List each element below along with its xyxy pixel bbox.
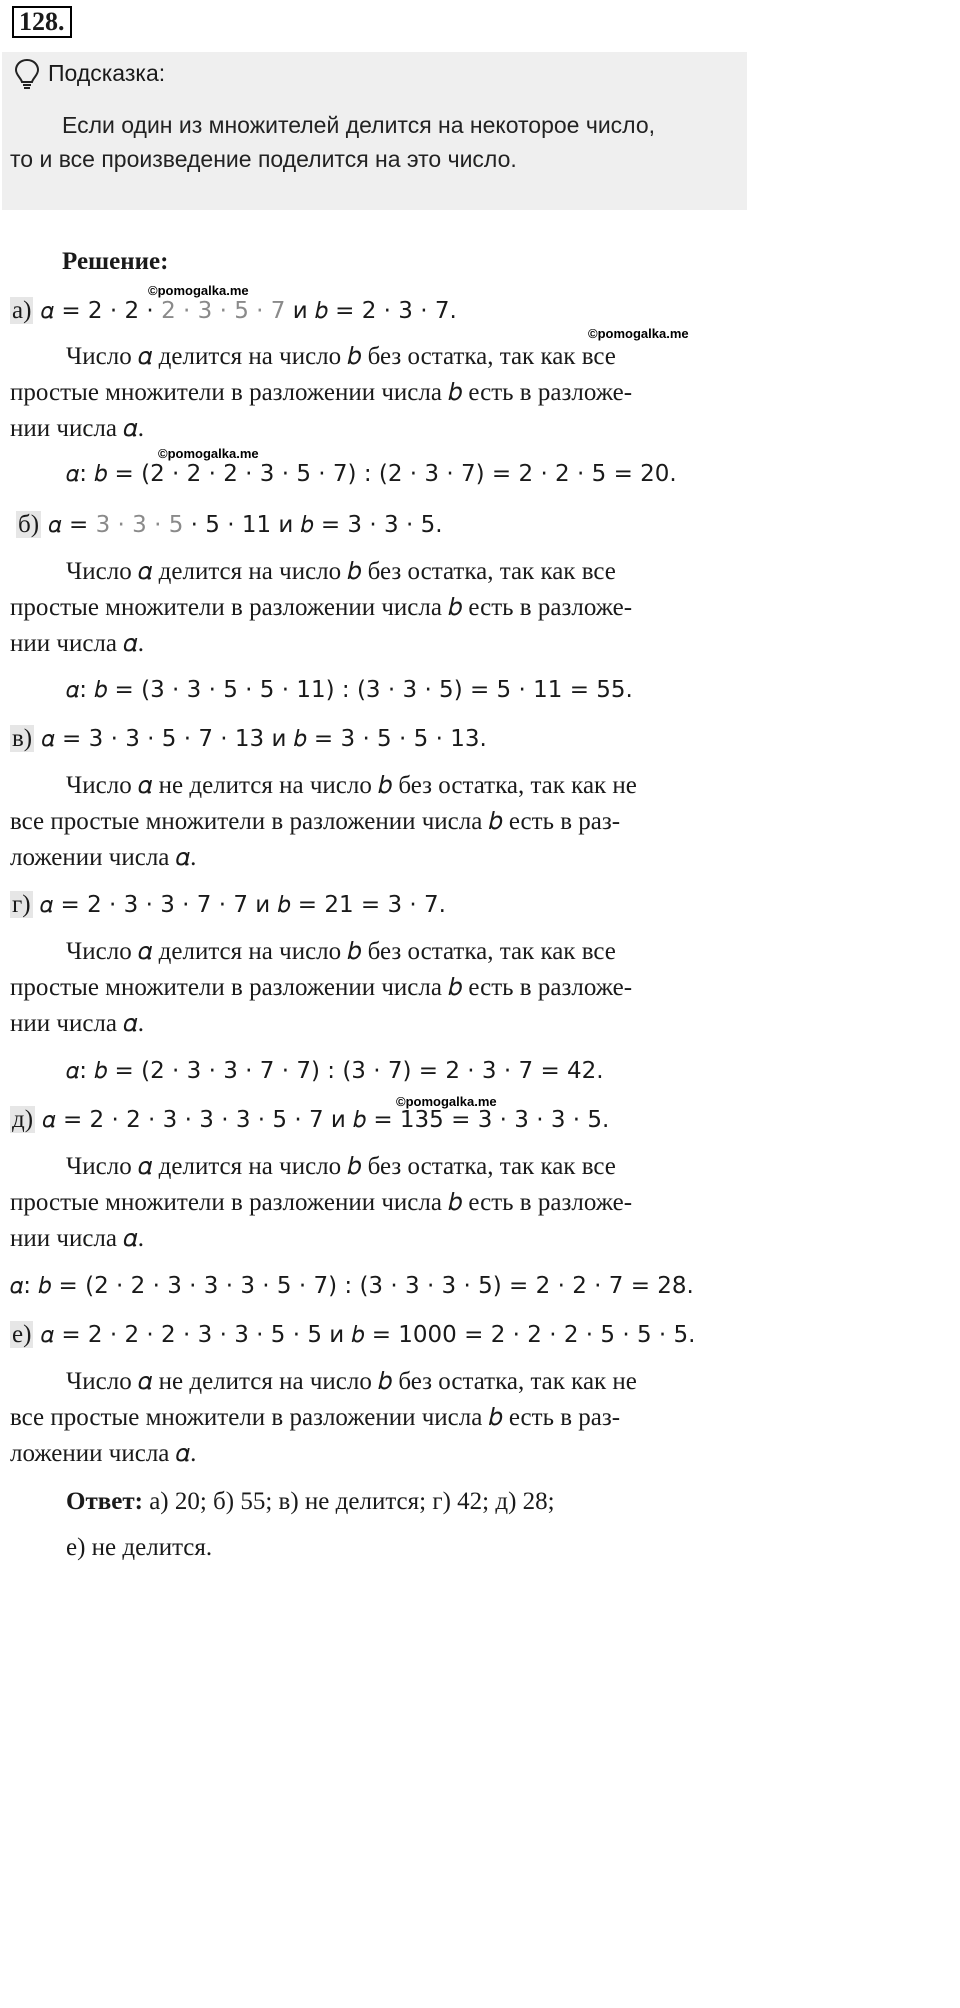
part-a-text-3: нии числа 𝛼. <box>10 415 144 442</box>
part-b-gray: 3 · 3 · 5 <box>95 512 184 538</box>
hint-line-2: то и все произведение поделится на это число. <box>10 146 517 172</box>
part-d-text-3: нии числа 𝛼. <box>10 1225 144 1252</box>
part-v-label: в) <box>12 725 33 752</box>
part-b-text-1: Число 𝛼 делится на число 𝑏 без остатка, так как все <box>66 558 616 585</box>
part-v-text-3: ложении числа 𝛼. <box>10 844 197 871</box>
answer-line-1 <box>66 1488 555 1516</box>
solution-heading: Решение: <box>62 248 169 275</box>
answer-text-1: а) 20; б) 55; в) не делится; г) 42; д) 28; <box>149 1488 555 1515</box>
part-e-text-2: все простые множители в разложении числа 𝑏 есть в раз- <box>10 1404 621 1431</box>
part-e-label: е) <box>12 1321 32 1348</box>
part-a-gray: 2 · 3 · 5 · 7 <box>161 298 286 324</box>
part-g-calc: 𝛼: 𝑏 = (2 · 3 · 3 · 7 · 7) : (3 · 7) = 2 · 3 · 7 = 42. <box>66 1058 604 1084</box>
problem-number: 128. <box>12 6 72 38</box>
part-e-text-3: ложении числа 𝛼. <box>10 1440 197 1467</box>
part-a-equation <box>10 297 457 325</box>
part-b-calc: 𝛼: 𝑏 = (3 · 3 · 5 · 5 · 11) : (3 · 3 · 5) = 5 · 11 = 55. <box>66 677 633 703</box>
part-a-lhs: 𝛼 = 2 · 2 · <box>40 298 162 324</box>
part-d-equation <box>10 1106 609 1134</box>
answer-line-2: е) не делится. <box>66 1534 213 1561</box>
part-d-calc: 𝛼: 𝑏 = (2 · 2 · 3 · 3 · 3 · 5 · 7) : (3 · 3 · 3 · 5) = 2 · 2 · 7 = 28. <box>10 1273 694 1299</box>
part-d-text-1: Число 𝛼 делится на число 𝑏 без остатка, так как все <box>66 1153 616 1180</box>
part-e-eq: 𝛼 = 2 · 2 · 2 · 3 · 3 · 5 · 5 и 𝑏 = 1000 = 2 · 2 · 2 · 5 · 5 · 5. <box>40 1322 696 1348</box>
part-d-label: д) <box>12 1106 34 1133</box>
part-a-text-2: простые множители в разложении числа 𝑏 есть в разложе- <box>10 379 633 406</box>
hint-title: Подсказка: <box>48 60 166 86</box>
part-a-label: а) <box>12 297 32 324</box>
part-a-text-1: Число 𝛼 делится на число 𝑏 без остатка, так как все <box>66 343 616 370</box>
part-b-rhs: · 5 · 11 и 𝑏 = 3 · 3 · 5. <box>183 512 443 538</box>
part-v-equation <box>10 725 487 753</box>
part-g-equation <box>10 891 446 919</box>
part-b-lhs: 𝛼 = <box>48 512 96 538</box>
part-v-text-1: Число 𝛼 не делится на число 𝑏 без остатка, так как не <box>66 772 637 799</box>
part-e-text-1: Число 𝛼 не делится на число 𝑏 без остатка, так как не <box>66 1368 637 1395</box>
part-g-text-2: простые множители в разложении числа 𝑏 есть в разложе- <box>10 974 633 1001</box>
part-g-label: г) <box>12 891 31 918</box>
part-g-text-3: нии числа 𝛼. <box>10 1010 144 1037</box>
lightbulb-icon <box>14 58 40 90</box>
watermark: ©pomogalka.me <box>148 283 249 298</box>
part-d-text-2: простые множители в разложении числа 𝑏 есть в разложе- <box>10 1189 633 1216</box>
part-g-eq: 𝛼 = 2 · 3 · 3 · 7 · 7 и 𝑏 = 21 = 3 · 7. <box>39 892 446 918</box>
part-a-rhs: и 𝑏 = 2 · 3 · 7. <box>285 298 457 324</box>
part-b-text-3: нии числа 𝛼. <box>10 630 144 657</box>
part-v-eq: 𝛼 = 3 · 3 · 5 · 7 · 13 и 𝑏 = 3 · 5 · 5 · 13. <box>41 726 487 752</box>
watermark: ©pomogalka.me <box>158 446 259 461</box>
part-g-text-1: Число 𝛼 делится на число 𝑏 без остатка, так как все <box>66 938 616 965</box>
part-v-text-2: все простые множители в разложении числа 𝑏 есть в раз- <box>10 808 621 835</box>
part-d-eq: 𝛼 = 2 · 2 · 3 · 3 · 3 · 5 · 7 и 𝑏 = 135 = 3 · 3 · 3 · 5. <box>42 1107 610 1133</box>
part-b-equation <box>16 511 443 539</box>
part-e-equation <box>10 1321 695 1349</box>
watermark: ©pomogalka.me <box>396 1094 497 1109</box>
hint-line-1: Если один из множителей делится на некоторое число, <box>62 112 656 138</box>
part-a-calc: 𝛼: 𝑏 = (2 · 2 · 2 · 3 · 5 · 7) : (2 · 3 · 7) = 2 · 2 · 5 = 20. <box>66 461 677 487</box>
answer-label: Ответ: <box>66 1488 143 1515</box>
part-b-label: б) <box>18 511 40 538</box>
part-b-text-2: простые множители в разложении числа 𝑏 есть в разложе- <box>10 594 633 621</box>
watermark: ©pomogalka.me <box>588 326 689 341</box>
